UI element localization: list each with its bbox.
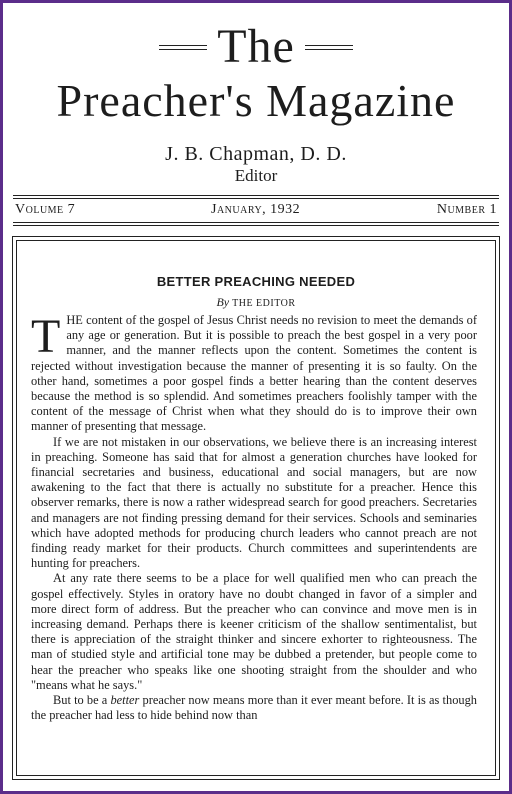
header-rule-top-2	[13, 198, 499, 199]
article-box	[12, 236, 500, 780]
drop-cap: T	[31, 310, 61, 363]
paragraph-4	[31, 693, 477, 723]
byline-author: THE EDITOR	[232, 298, 296, 309]
paragraph-4-emphasis: better	[110, 693, 140, 708]
masthead-the	[3, 17, 509, 77]
paragraph-2: If we are not mistaken in our observations, we believe there is an increasing interest in preaching. Someone has said that for almost a generation churches have looked for financial secretaries and business, educational and social managers, but are now awakening to the fact that there is actually no substitute for a preacher. Hence this observer remarks, there is now a rather widespread search for good preachers. Secretaries and managers are not finding pressing demand for their services. Schools and seminaries which have adopted methods for producing church leaders who cannot preach are not finding ready market for their products. Church committees and superintendents are hunting for preachers.	[31, 434, 477, 571]
issue-number: Number 1	[436, 202, 497, 217]
magazine-title: Preacher's Magazine	[56, 75, 456, 126]
header-rule-bottom	[13, 222, 499, 223]
editor-role: Editor	[234, 166, 278, 185]
magazine-page	[3, 3, 509, 791]
byline-by: By	[216, 295, 230, 309]
article-byline	[17, 295, 495, 310]
masthead-the-word: The	[217, 20, 295, 73]
editor-name: J. B. Chapman, D. D.	[165, 143, 347, 165]
paragraph-3: At any rate there seems to be a place for well qualified men who can preach the gospel effectively. Styles in oratory have no doubt changed in favor of a simpler and more direct form of address. But the preacher who can convince and move men is in increasing demand. Perhaps there is keener criticism of the shallow sentimentalist, but there is appreciation of the straight thinker and sincere exhorter to righteousness. The man of studied style and artificial tone may be dubbed a pretender, but people come to hear the preacher who speaks like one shooting straight from the shoulder and who "means what he says."	[31, 571, 477, 692]
decorative-rule-left	[159, 45, 207, 50]
article-box-inner	[16, 240, 496, 776]
header-rule-bottom-2	[13, 225, 499, 226]
paragraph-1-text: HE content of the gospel of Jesus Christ needs no revision to meet the demands of any age or generation. But it is possible to preach the best gospel in a very poor manner, and the manner reflects upon the content. Sometimes the content is rejected without investigation because the manner of presenting it is so faulty. On the other hand, sometimes a poor gospel finds a better hearing than the content deserves because the method is so splendid. And sometimes preachers foolishly tamper with the content of the message of Christ when what they should do is to improve their own manner of presenting that message.	[31, 313, 477, 434]
issue-info-bar	[13, 202, 499, 220]
volume-label: Volume 7	[15, 202, 76, 217]
article-title: BETTER PREACHING NEEDED	[156, 274, 356, 289]
header-rule-top	[13, 195, 499, 196]
decorative-rule-right	[305, 45, 353, 50]
article-body	[31, 310, 477, 723]
issue-date: January, 1932	[211, 202, 301, 217]
paragraph-1	[31, 310, 477, 435]
paragraph-4-b: preacher now means more than it ever meant before. It is as though the preacher had less to hide behind now than	[31, 693, 477, 723]
paragraph-4-a: But to be a	[53, 693, 111, 708]
